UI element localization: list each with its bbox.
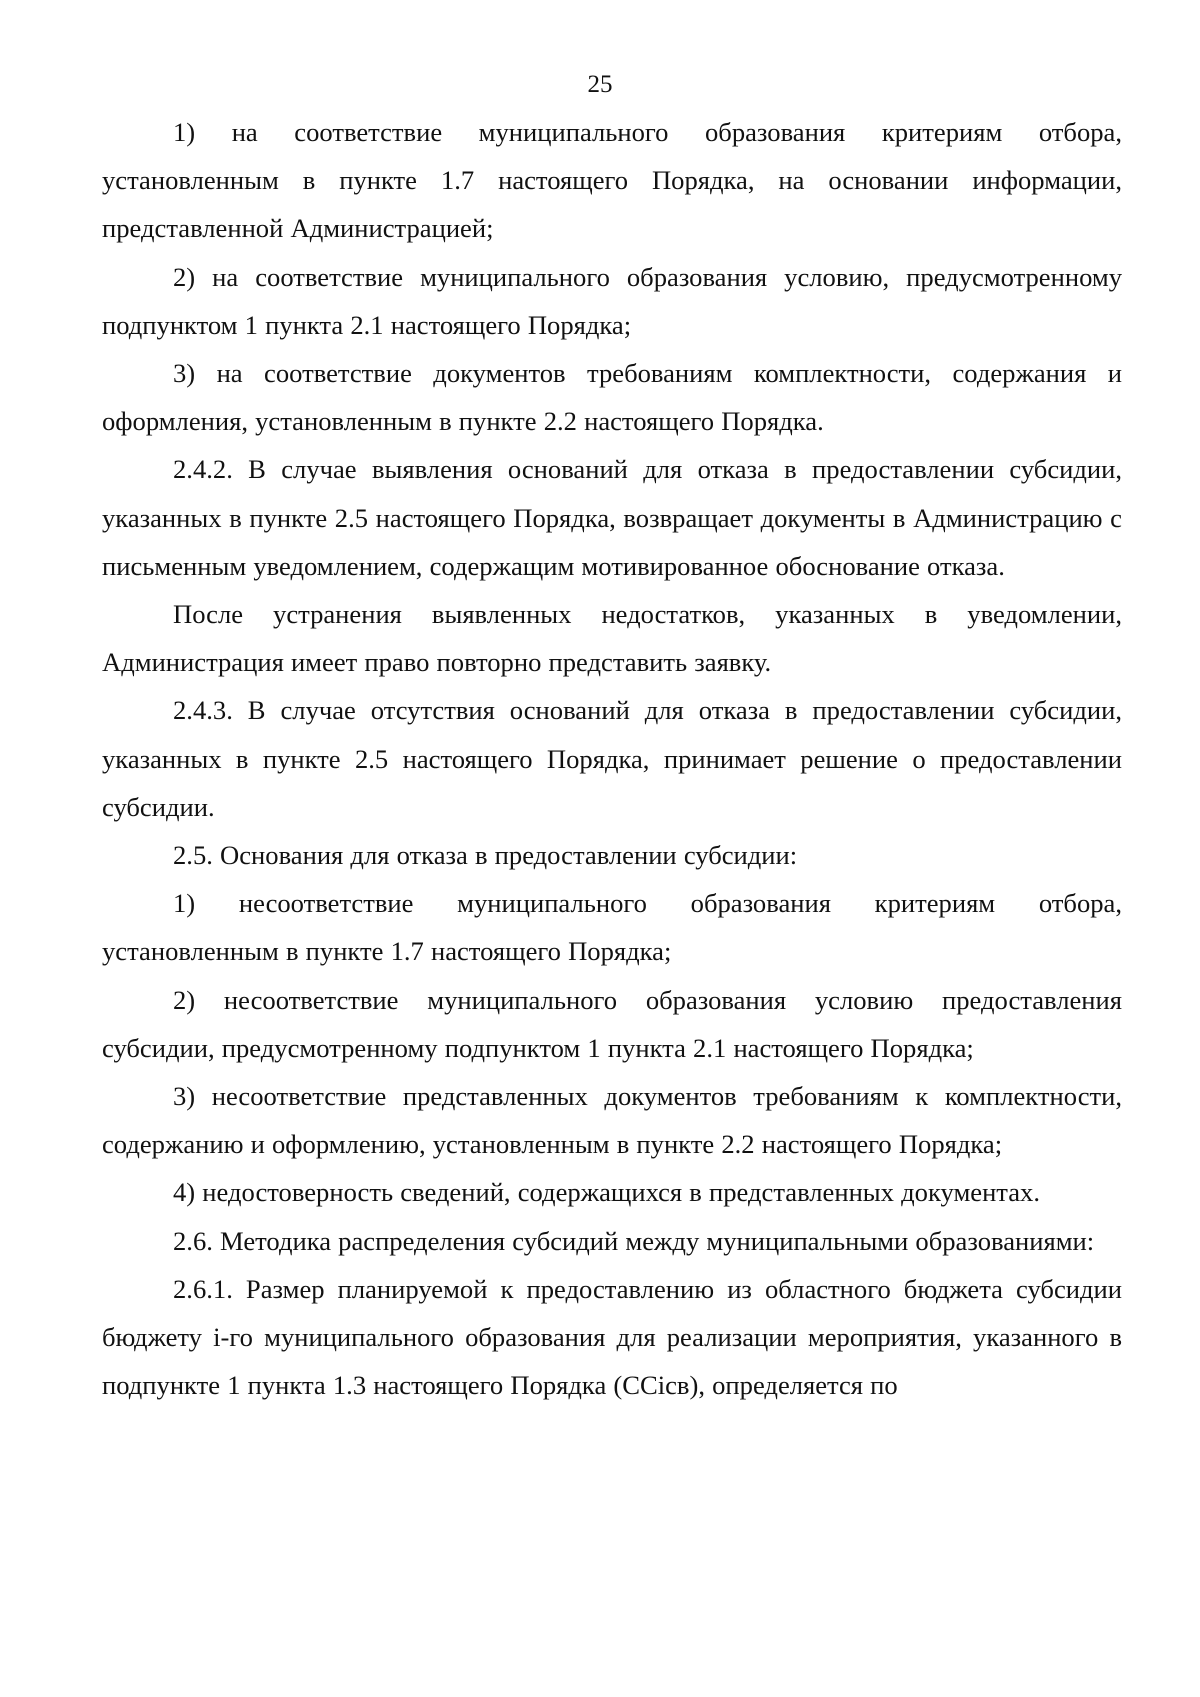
paragraph-2-4-2: 2.4.2. В случае выявления оснований для отказа в предоставлении субсидии, указанных в пункте 2.5 настоящего Порядка, возвращает документы в Администрацию с письменным уведомлением, содержащим мотивированное обоснование отказа. (102, 454, 1122, 581)
paragraph-condition-check: 2) на соответствие муниципального образования условию, предусмотренному подпунктом 1 пункта 2.1 настоящего Порядка; (102, 261, 1122, 340)
paragraph-2-4-3: 2.4.3. В случае отсутствия оснований для отказа в предоставлении субсидии, указанных в пункте 2.5 настоящего Порядка, принимает решение о предоставлении субсидии. (102, 695, 1122, 822)
paragraph-documents-check: 3) на соответствие документов требованиям комплектности, содержания и оформления, установленным в пункте 2.2 настоящего Порядка. (102, 358, 1122, 437)
paragraph-refusal-reason-4: 4) недостоверность сведений, содержащихся в представленных документах. (173, 1177, 1040, 1208)
paragraph-2-5-heading: 2.5. Основания для отказа в предоставлении субсидии: (173, 840, 798, 871)
paragraph-refusal-reason-2: 2) несоответствие муниципального образования условию предоставления субсидии, предусмотренному подпунктом 1 пункта 2.1 настоящего Порядка; (102, 984, 1122, 1063)
paragraph-resubmission: После устранения выявленных недостатков, указанных в уведомлении, Администрация имеет право повторно представить заявку. (102, 599, 1122, 678)
page-number: 25 (587, 71, 613, 98)
document-body (102, 108, 1122, 1409)
paragraph-2-6-1: 2.6.1. Размер планируемой к предоставлению из областного бюджета субсидии бюджету i-го муниципального образования для реализации мероприятия, указанного в подпункте 1 пункта 1.3 настоящего Порядка (ССiсв), определяется по (102, 1273, 1122, 1401)
paragraph-criteria-check: 1) на соответствие муниципального образования критериям отбора, установленным в пункте 1.7 настоящего Порядка, на основании информации, представленной Администрацией; (102, 117, 1122, 244)
paragraph-refusal-reason-1: 1) несоответствие муниципального образования критериям отбора, установленным в пункте 1.7 настоящего Порядка; (102, 888, 1122, 967)
paragraph-refusal-reason-3: 3) несоответствие представленных документов требованиям к комплектности, содержанию и оформлению, установленным в пункте 2.2 настоящего Порядка; (102, 1081, 1122, 1160)
paragraph-2-6-heading: 2.6. Методика распределения субсидий между муниципальными образованиями: (173, 1225, 1095, 1256)
